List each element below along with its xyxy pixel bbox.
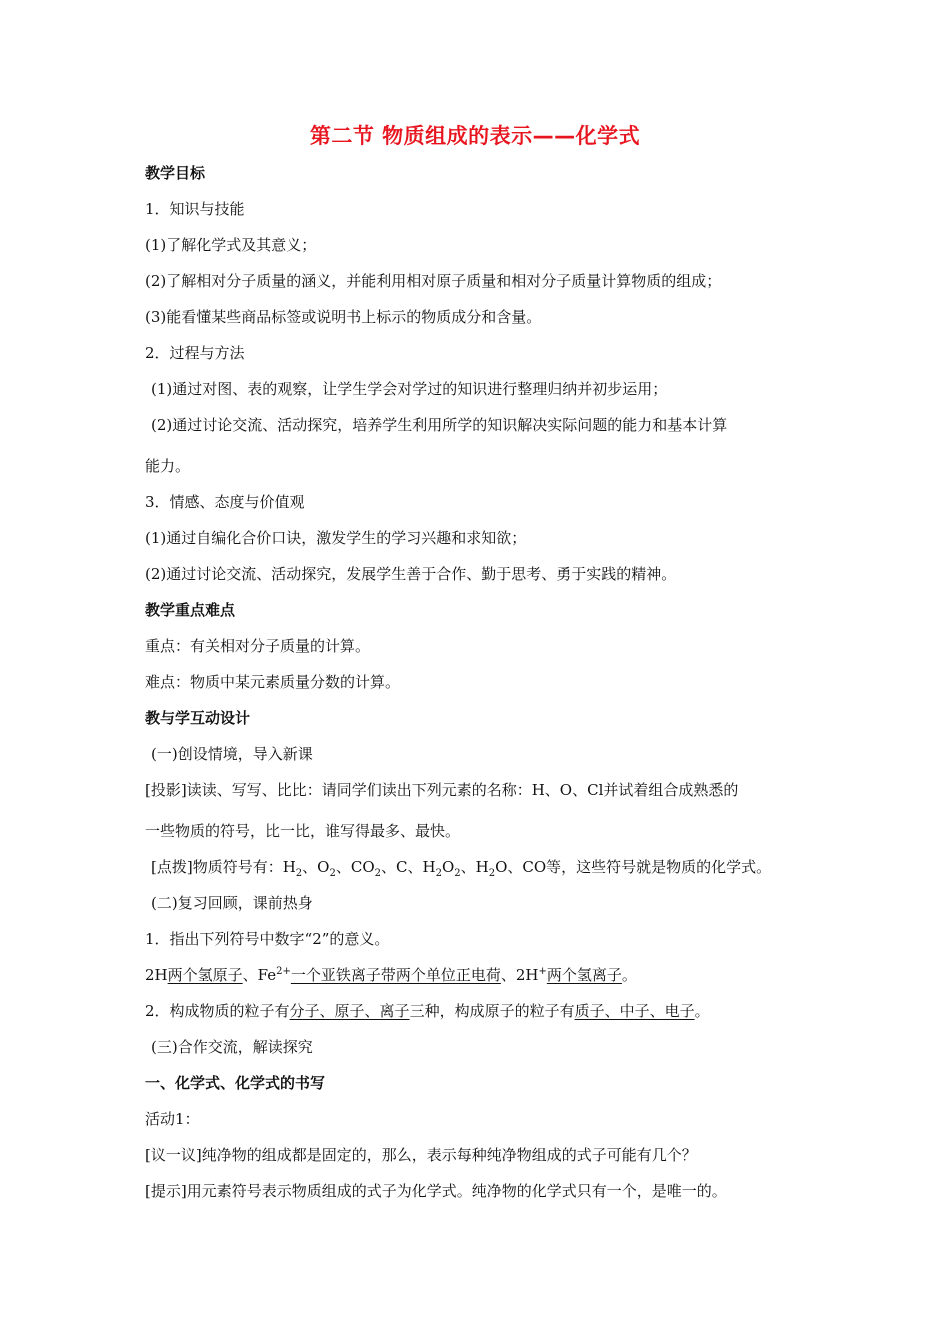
heading-interactive-design: 教与学互动设计 bbox=[145, 709, 251, 727]
section-2-heading: (二)复习回顾，课前热身 bbox=[151, 894, 313, 912]
key-point: 重点：有关相对分子质量的计算。 bbox=[145, 637, 371, 655]
discussion-paragraph: [议一议]纯净物的组成都是固定的，那么，表示每种纯净物组成的式子可能有几个？ bbox=[145, 1146, 697, 1164]
heading-key-points: 教学重点难点 bbox=[145, 601, 236, 619]
hint-formulas-line: [点拨]物质符号有：$H_2$、$O_2$、$CO_2$、C、$H_2O_2$、$H_2O$、CO等，这些符号就是物质的化学式。 bbox=[151, 858, 772, 879]
projection-paragraph-cont: 一些物质的符号，比一比，谁写得最多、最快。 bbox=[145, 822, 461, 840]
question-2-line: 2．构成物质的粒子有分子、原子、离子三种，构成原子的粒子有质子、中子、电子。 bbox=[145, 1002, 710, 1020]
projection-paragraph: [投影]读读、写写、比比：请同学们读出下列元素的名称：H、O、Cl并试着组合成熟悉的 bbox=[145, 781, 739, 799]
answer-blank: 一个亚铁离子带两个单位正电荷 bbox=[290, 966, 501, 984]
section-3-heading: (三)合作交流，解读探究 bbox=[151, 1038, 313, 1056]
answer-blank: 质子、中子、电子 bbox=[574, 1002, 695, 1020]
answer-blank: 分子、原子、离子 bbox=[289, 1002, 410, 1020]
goal-1-item-3: (3)能看懂某些商品标签或说明书上标示的物质成分和含量。 bbox=[145, 308, 542, 326]
goal-2-heading: 2．过程与方法 bbox=[145, 344, 245, 362]
answer-1-line: 2H两个氢原子、$Fe^{2+}$一个亚铁离子带两个单位正电荷、2H+两个氢离子。 bbox=[145, 966, 637, 984]
activity-1-label: 活动1： bbox=[145, 1110, 200, 1128]
goal-3-item-2: (2)通过讨论交流、活动探究，发展学生善于合作、勤于思考、勇于实践的精神。 bbox=[145, 565, 677, 583]
goal-3-heading: 3．情感、态度与价值观 bbox=[145, 493, 305, 511]
section-1-heading: (一)创设情境，导入新课 bbox=[151, 745, 313, 763]
goal-2-item-1: (1)通过对图、表的观察，让学生学会对学过的知识进行整理归纳并初步运用； bbox=[151, 380, 668, 398]
answer-blank: 两个氢离子 bbox=[546, 966, 622, 984]
goal-2-item-2-cont: 能力。 bbox=[145, 457, 191, 475]
goal-1-item-2: (2)了解相对分子质量的涵义，并能利用相对原子质量和相对分子质量计算物质的组成； bbox=[145, 272, 722, 290]
answer-blank: 两个氢原子 bbox=[167, 966, 243, 984]
difficult-point: 难点：物质中某元素质量分数的计算。 bbox=[145, 673, 401, 691]
goal-1-heading: 1．知识与技能 bbox=[145, 200, 245, 218]
page-title: 第二节 物质组成的表示——化学式 bbox=[309, 124, 641, 148]
goal-1-item-1: (1)了解化学式及其意义； bbox=[145, 236, 317, 254]
heading-teaching-goals: 教学目标 bbox=[145, 164, 206, 182]
goal-2-item-2: (2)通过讨论交流、活动探究，培养学生利用所学的知识解决实际问题的能力和基本计算 bbox=[151, 416, 728, 434]
goal-3-item-1: (1)通过自编化合价口诀，激发学生的学习兴趣和求知欲； bbox=[145, 529, 527, 547]
question-1: 1．指出下列符号中数字“2”的意义。 bbox=[145, 930, 390, 948]
hint-paragraph: [提示]用元素符号表示物质组成的式子为化学式。纯净物的化学式只有一个，是唯一的。 bbox=[145, 1182, 727, 1200]
heading-chemical-formula: 一、化学式、化学式的书写 bbox=[145, 1074, 326, 1092]
